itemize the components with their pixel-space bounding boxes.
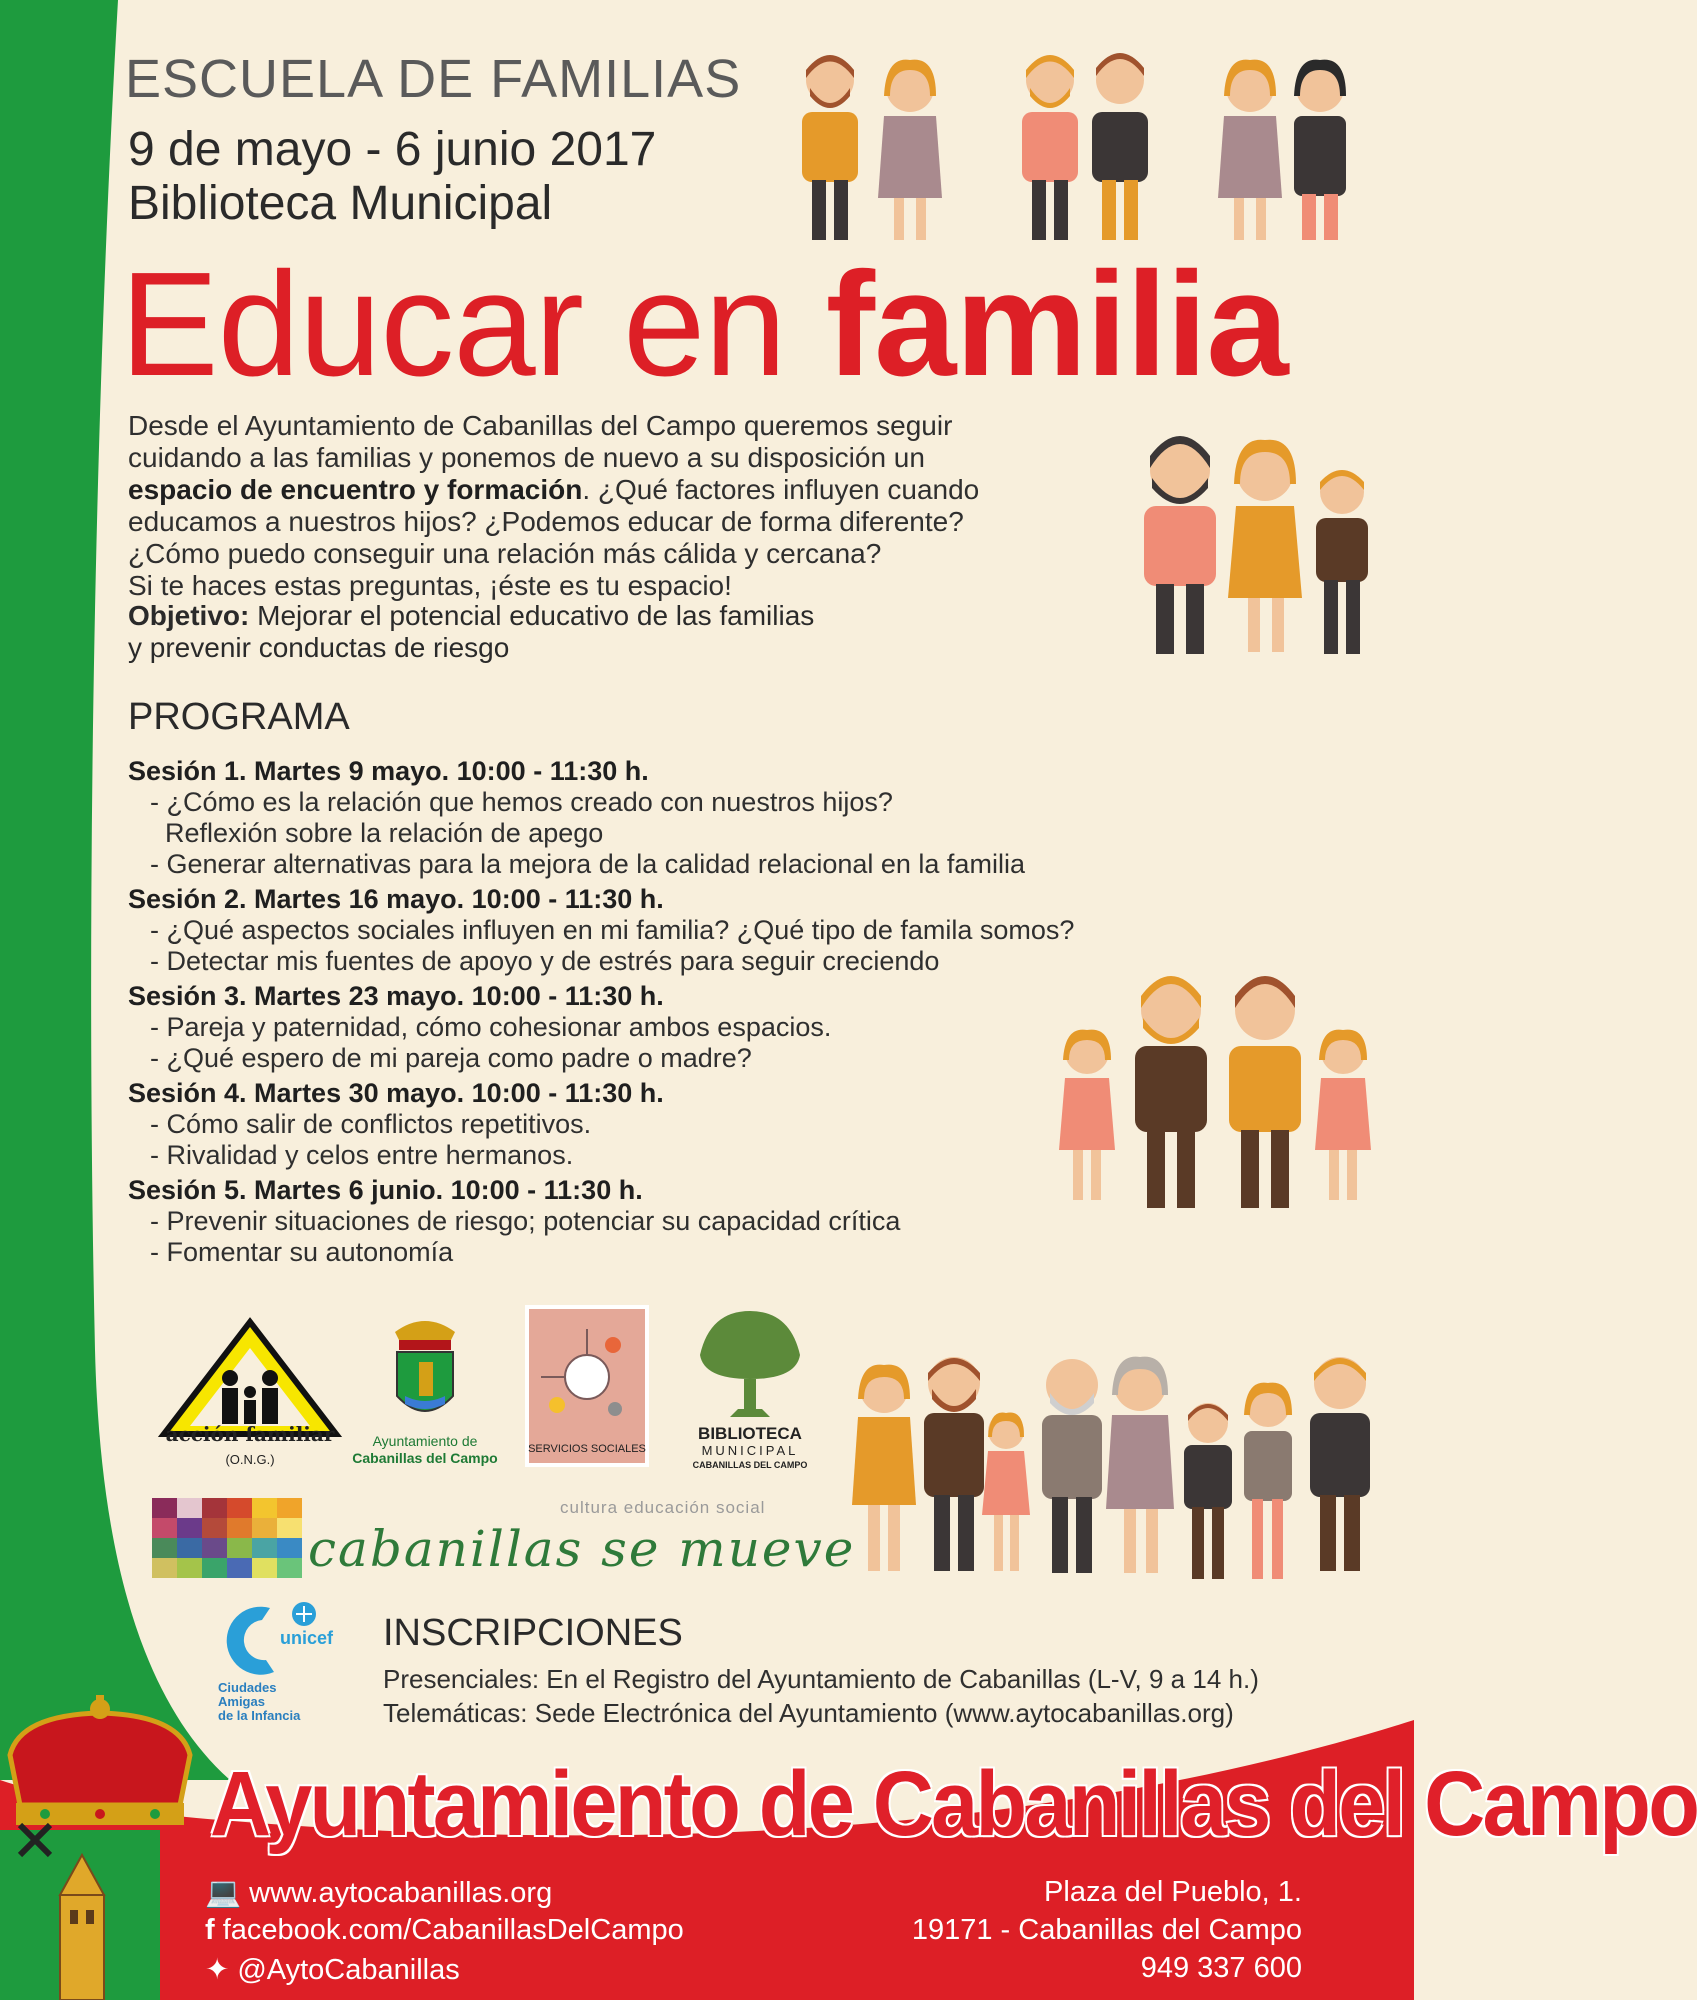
intro-line: cuidando a las familias y ponemos de nuevo a su disposición un — [128, 442, 925, 473]
header-label: ESCUELA DE FAMILIAS — [125, 49, 742, 109]
intro-line: ¿Cómo puedo conseguir una relación más cálida y cercana? — [128, 538, 882, 569]
intro-line: Desde el Ayuntamiento de Cabanillas del Campo queremos seguir — [128, 410, 953, 441]
session-item: - Detectar mis fuentes de apoyo y de estrés para seguir creciendo — [150, 946, 940, 976]
footer-web[interactable] — [205, 1876, 552, 1910]
footer-address-1: Plaza del Pueblo, 1. — [1044, 1876, 1302, 1908]
intro-line: educamos a nuestros hijos? ¿Podemos educar de forma diferente? — [128, 506, 964, 537]
header-dates: 9 de mayo - 6 junio 2017 — [128, 123, 657, 176]
family-illustration-top — [790, 40, 1380, 250]
person-icon — [1244, 1383, 1292, 1579]
ayto-logo-label-2: Cabanillas del Campo — [352, 1450, 498, 1466]
session-block — [128, 756, 1288, 880]
person-icon — [1310, 1357, 1370, 1571]
session-item: - ¿Qué aspectos sociales influyen en mi familia? ¿Qué tipo de famila somos? — [150, 915, 1075, 945]
intro-bold: espacio de encuentro y formación — [128, 474, 583, 505]
ciudades-label-1: Ciudades — [218, 1680, 277, 1695]
objetivo-label: Objetivo: — [128, 600, 250, 631]
ciudades-label-2: Amigas — [218, 1694, 265, 1709]
objetivo-text: y prevenir conductas de riesgo — [128, 632, 510, 663]
session-item: - ¿Qué espero de mi pareja como padre o madre? — [150, 1043, 752, 1073]
person-icon — [1218, 60, 1282, 240]
footer-facebook-text: facebook.com/CabanillasDelCampo — [222, 1914, 684, 1946]
session-item: Reflexión sobre la relación de apego — [150, 818, 604, 848]
biblioteca-label-1: BIBLIOTECA — [698, 1424, 802, 1443]
inscripciones-heading: INSCRIPCIONES — [383, 1612, 683, 1654]
session-title: Sesión 2. Martes 16 mayo. 10:00 - 11:30 h. — [128, 884, 664, 914]
objetivo — [128, 600, 1028, 664]
objetivo-text: Mejorar el potencial educativo de las familias — [249, 600, 815, 631]
footer-facebook[interactable] — [205, 1914, 684, 1947]
person-icon — [1092, 53, 1148, 240]
accion-ong-label: (O.N.G.) — [225, 1452, 275, 1467]
footer-address-2: 19171 - Cabanillas del Campo — [911, 1914, 1302, 1946]
family-illustration-bottom — [850, 1355, 1390, 1580]
title-part2: familia — [825, 242, 1288, 407]
session-item: - Cómo salir de conflictos repetitivos. — [150, 1109, 592, 1139]
intro-line — [128, 474, 1128, 506]
person-icon — [1315, 1030, 1371, 1200]
person-icon — [924, 1357, 984, 1571]
person-icon — [1144, 436, 1216, 654]
cabanillas-tagline: cultura educación social — [560, 1498, 766, 1517]
ayto-logo-label-1: Ayuntamiento de — [372, 1433, 478, 1449]
footer-phone: 949 337 600 — [1140, 1952, 1302, 1984]
session-item: - Pareja y paternidad, cómo cohesionar ambos espacios. — [150, 1012, 832, 1042]
intro-line: Si te haces estas preguntas, ¡éste es tu espacio! — [128, 570, 732, 601]
programa-heading: PROGRAMA — [128, 696, 350, 738]
session-item: - Rivalidad y celos entre hermanos. — [150, 1140, 574, 1170]
servicios-sociales-label: SERVICIOS SOCIALES — [528, 1443, 646, 1455]
computer-icon: 💻 — [205, 1877, 250, 1909]
person-icon — [1022, 55, 1078, 240]
person-icon — [802, 55, 858, 240]
session-block — [128, 1078, 1288, 1171]
session-title: Sesión 4. Martes 30 mayo. 10:00 - 11:30 h. — [128, 1078, 664, 1108]
person-icon — [1184, 1403, 1232, 1579]
twitter-icon: ✦ — [205, 1954, 238, 1986]
person-icon — [1316, 470, 1368, 654]
unicef-label: unicef — [280, 1628, 334, 1648]
session-item: - Generar alternativas para la mejora de la calidad relacional en la familia — [150, 849, 1025, 879]
cabanillas-se-mueve-label: cabanillas se mueve — [308, 1520, 856, 1578]
person-icon — [1228, 440, 1302, 652]
ayuntamiento-banner: Ayuntamiento de Cabanillas del Campo — [210, 1753, 1697, 1855]
ciudades-label-3: de la Infancia — [218, 1708, 301, 1723]
biblioteca-label-2: MUNICIPAL — [701, 1443, 799, 1458]
session-item: - Fomentar su autonomía — [150, 1237, 454, 1267]
person-icon — [1294, 60, 1346, 240]
cabanillas-se-mueve-mosaic — [152, 1498, 302, 1578]
ayuntamiento-coat-of-arms — [385, 1310, 465, 1430]
intro-line-rest: . ¿Qué factores influyen cuando — [582, 474, 980, 505]
biblioteca-label-3: CABANILLAS DEL CAMPO — [692, 1460, 808, 1470]
session-block — [128, 1175, 1288, 1268]
person-icon — [878, 60, 942, 240]
footer-twitter[interactable] — [205, 1952, 460, 1987]
crown-emblem — [0, 1695, 200, 2000]
title-part1: Educar en — [120, 242, 826, 407]
biblioteca-tree-logo — [690, 1305, 810, 1425]
inscripciones-telematicas: Telemáticas: Sede Electrónica del Ayuntamiento (www.aytocabanillas.org) — [383, 1698, 1234, 1728]
inscripciones-presenciales: Presenciales: En el Registro del Ayuntamiento de Cabanillas (L-V, 9 a 14 h.) — [383, 1664, 1259, 1694]
session-block — [128, 884, 1288, 977]
accion-familiar-label: acción familiar — [165, 1422, 335, 1446]
session-list — [128, 756, 1288, 1272]
header-place: Biblioteca Municipal — [128, 177, 553, 230]
person-icon — [852, 1365, 916, 1571]
session-block — [128, 981, 1288, 1074]
session-title: Sesión 5. Martes 6 junio. 10:00 - 11:30 h. — [128, 1175, 643, 1205]
footer-twitter-text: @AytoCabanillas — [237, 1954, 460, 1986]
intro-paragraph — [128, 410, 1128, 602]
session-item: - Prevenir situaciones de riesgo; potenciar su capacidad crítica — [150, 1206, 901, 1236]
main-title — [120, 240, 1288, 410]
family-illustration-middle — [1130, 420, 1380, 660]
footer-web-text: www.aytocabanillas.org — [249, 1877, 553, 1909]
session-title: Sesión 3. Martes 23 mayo. 10:00 - 11:30 h. — [128, 981, 664, 1011]
session-item: - ¿Cómo es la relación que hemos creado con nuestros hijos? — [150, 787, 893, 817]
facebook-icon: f — [205, 1914, 223, 1946]
session-title: Sesión 1. Martes 9 mayo. 10:00 - 11:30 h. — [128, 756, 649, 786]
person-icon — [1042, 1359, 1102, 1573]
person-icon — [1106, 1357, 1174, 1573]
person-icon — [982, 1413, 1030, 1572]
